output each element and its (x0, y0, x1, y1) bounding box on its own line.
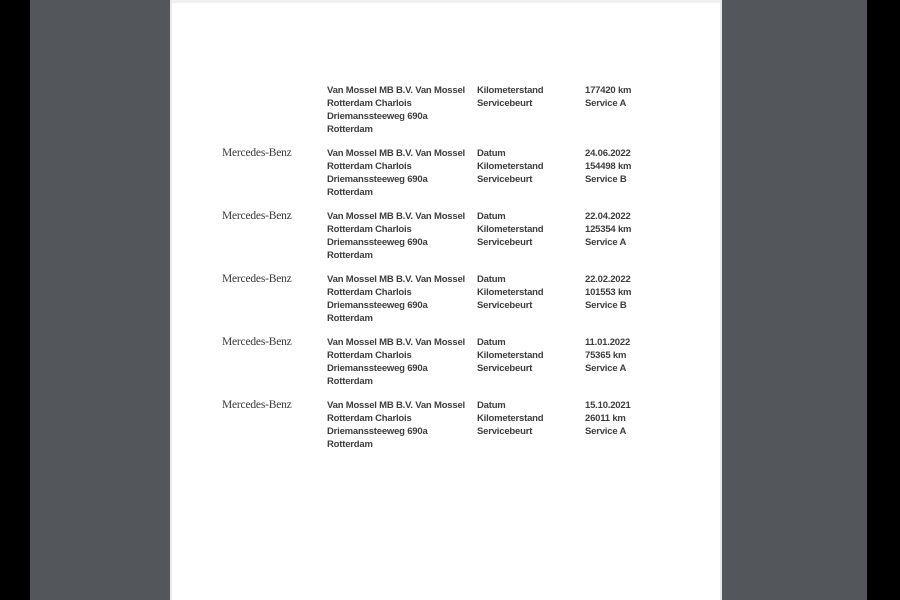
field-labels (477, 210, 543, 249)
dealer-address-line: Van Mossel MB B.V. Van Mossel (327, 337, 465, 348)
dealer-address-line: Driemanssteeweg 690a (327, 426, 428, 437)
field-labels (477, 399, 543, 438)
field-values (585, 84, 631, 110)
dealer-address-line: Driemanssteeweg 690a (327, 111, 428, 122)
brand-label: Mercedes-Benz (222, 210, 292, 222)
dealer-address-line: Van Mossel MB B.V. Van Mossel (327, 211, 465, 222)
dealer-address (327, 147, 465, 199)
field-value: 125354 km (585, 224, 632, 235)
field-value: Service B (585, 300, 627, 311)
service-entry (172, 147, 720, 210)
field-value: 154498 km (585, 161, 632, 172)
field-value: 101553 km (585, 287, 632, 298)
field-label: Datum (477, 211, 506, 222)
field-labels (477, 336, 543, 375)
dealer-address-line: Rotterdam (327, 124, 373, 135)
field-value: 11.01.2022 (585, 337, 631, 348)
brand-label: Mercedes-Benz (222, 399, 292, 411)
field-label: Servicebeurt (477, 98, 533, 109)
dealer-address (327, 336, 465, 388)
field-value: 24.06.2022 (585, 148, 631, 159)
service-entry (172, 273, 720, 336)
left-gray-panel (30, 0, 170, 600)
field-label: Kilometerstand (477, 224, 544, 235)
field-label: Kilometerstand (477, 350, 544, 361)
dealer-address-line: Rotterdam Charlois (327, 287, 412, 298)
dealer-address-line: Rotterdam Charlois (327, 161, 412, 172)
field-values (585, 210, 631, 249)
dealer-address-line: Van Mossel MB B.V. Van Mossel (327, 85, 465, 96)
field-label: Kilometerstand (477, 287, 544, 298)
dealer-address-line: Driemanssteeweg 690a (327, 237, 428, 248)
field-values (585, 273, 631, 312)
field-values (585, 399, 631, 438)
field-label: Kilometerstand (477, 85, 544, 96)
field-label: Datum (477, 148, 506, 159)
dealer-address-line: Rotterdam (327, 250, 373, 261)
dealer-address-line: Rotterdam (327, 439, 373, 450)
field-value: Service B (585, 174, 627, 185)
dealer-address (327, 399, 465, 451)
field-values (585, 147, 631, 186)
dealer-address-line: Driemanssteeweg 690a (327, 363, 428, 374)
service-entry (172, 210, 720, 273)
field-label: Datum (477, 274, 506, 285)
right-gray-panel (722, 0, 867, 600)
field-labels (477, 84, 543, 110)
field-value: 177420 km (585, 85, 632, 96)
dealer-address-line: Rotterdam Charlois (327, 98, 412, 109)
brand-label: Mercedes-Benz (222, 147, 292, 159)
dealer-address-line: Driemanssteeweg 690a (327, 174, 428, 185)
field-value: 26011 km (585, 413, 626, 424)
field-label: Datum (477, 337, 506, 348)
document-page (170, 0, 722, 600)
dealer-address-line: Van Mossel MB B.V. Van Mossel (327, 400, 465, 411)
brand-label: Mercedes-Benz (222, 336, 292, 348)
field-value: Service A (585, 98, 627, 109)
dealer-address-line: Driemanssteeweg 690a (327, 300, 428, 311)
dealer-address-line: Rotterdam Charlois (327, 350, 412, 361)
dealer-address-line: Rotterdam Charlois (327, 224, 412, 235)
dealer-address-line: Rotterdam Charlois (327, 413, 412, 424)
field-label: Servicebeurt (477, 174, 533, 185)
dealer-address (327, 210, 465, 262)
service-entry (172, 84, 720, 147)
service-entry (172, 399, 720, 462)
field-value: 75365 km (585, 350, 627, 361)
field-value: 15.10.2021 (585, 400, 631, 411)
field-label: Servicebeurt (477, 363, 533, 374)
brand-label: Mercedes-Benz (222, 273, 292, 285)
field-labels (477, 273, 543, 312)
dealer-address (327, 273, 465, 325)
field-labels (477, 147, 543, 186)
service-entry (172, 336, 720, 399)
field-values (585, 336, 630, 375)
field-label: Servicebeurt (477, 237, 533, 248)
field-label: Datum (477, 400, 506, 411)
field-label: Kilometerstand (477, 161, 544, 172)
dealer-address-line: Van Mossel MB B.V. Van Mossel (327, 148, 465, 159)
right-black-strip (867, 0, 900, 600)
field-label: Servicebeurt (477, 300, 533, 311)
dealer-address-line: Rotterdam (327, 187, 373, 198)
field-label: Servicebeurt (477, 426, 533, 437)
dealer-address-line: Van Mossel MB B.V. Van Mossel (327, 274, 465, 285)
field-value: Service A (585, 363, 627, 374)
dealer-address-line: Rotterdam (327, 376, 373, 387)
field-value: Service A (585, 426, 627, 437)
left-black-strip (0, 0, 30, 600)
dealer-address-line: Rotterdam (327, 313, 373, 324)
field-value: 22.02.2022 (585, 274, 631, 285)
service-history-list (172, 84, 720, 462)
field-value: Service A (585, 237, 627, 248)
dealer-address (327, 84, 465, 136)
field-value: 22.04.2022 (585, 211, 631, 222)
field-label: Kilometerstand (477, 413, 544, 424)
